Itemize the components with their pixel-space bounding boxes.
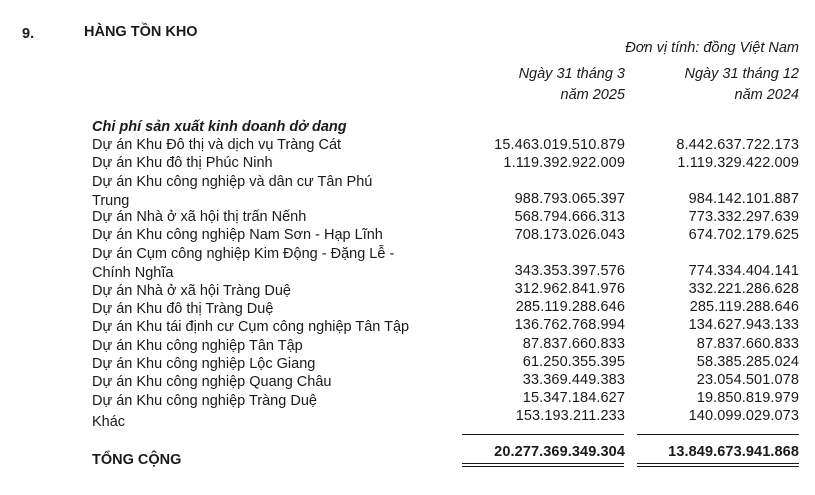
row-value-2025: 988.793.065.397 [514, 191, 625, 207]
row-label: Dự án Khu công nghiệp Lộc Giang [92, 356, 316, 372]
row-value-2024: 984.142.101.887 [688, 191, 799, 207]
row-value-2025: 15.347.184.627 [522, 390, 625, 406]
total-rule-2024-b [637, 466, 799, 467]
row-label: Dự án Khu Đô thị và dịch vụ Tràng Cát [92, 137, 342, 153]
row-label: Dự án Khu đô thị Tràng Duệ [92, 301, 274, 317]
subtotal-rule-2024 [637, 434, 799, 435]
row-label: Dự án Nhà ở xã hội Tràng Duệ [92, 283, 291, 299]
subtotal-rule-2025 [462, 434, 624, 435]
col2-header-line2: năm 2024 [734, 87, 799, 103]
row-value-2025: 33.369.449.383 [522, 372, 625, 388]
row-value-2025: 15.463.019.510.879 [494, 137, 625, 153]
row-label: Khác [92, 414, 126, 430]
row-value-2025: 312.962.841.976 [514, 281, 625, 297]
row-value-2024: 134.627.943.133 [688, 317, 799, 333]
total-value-2025: 20.277.369.349.304 [494, 444, 625, 460]
total-rule-2024-a [637, 463, 799, 464]
section-title: HÀNG TỒN KHO [84, 24, 198, 40]
row-value-2024: 140.099.029.073 [688, 408, 799, 424]
row-value-2024: 1.119.329.422.009 [677, 155, 799, 171]
col1-header-line1: Ngày 31 tháng 3 [518, 66, 625, 82]
row-value-2025: 136.762.768.994 [514, 317, 625, 333]
row-value-2024: 8.442.637.722.173 [676, 137, 799, 153]
row-value-2024: 774.334.404.141 [688, 263, 799, 279]
row-value-2024: 332.221.286.628 [688, 281, 799, 297]
category-heading: Chi phí sản xuất kinh doanh dở dang [92, 119, 347, 135]
row-value-2025: 568.794.666.313 [514, 209, 625, 225]
total-value-2024: 13.849.673.941.868 [668, 444, 799, 460]
row-value-2024: 773.332.297.639 [688, 209, 799, 225]
row-label: Dự án Khu công nghiệp Nam Sơn - Hạp Lĩnh [92, 227, 383, 243]
row-label: Dự án Nhà ở xã hội thị trấn Nếnh [92, 209, 307, 225]
row-value-2024: 19.850.819.979 [696, 390, 799, 406]
row-value-2025: 61.250.355.395 [522, 354, 625, 370]
row-value-2025: 285.119.288.646 [515, 299, 625, 315]
row-value-2024: 58.385.285.024 [696, 354, 799, 370]
col2-header-line1: Ngày 31 tháng 12 [684, 66, 799, 82]
section-number: 9. [22, 26, 35, 42]
row-value-2025: 87.837.660.833 [522, 336, 625, 352]
total-rule-2025-b [462, 466, 624, 467]
unit-label: Đơn vị tính: đồng Việt Nam [625, 40, 799, 56]
row-label: Dự án Khu đô thị Phúc Ninh [92, 155, 273, 171]
total-rule-2025-a [462, 463, 624, 464]
row-value-2024: 674.702.179.625 [688, 227, 799, 243]
row-label: Dự án Cụm công nghiệp Kim Động - Đặng Lễ - [92, 246, 395, 262]
row-label: Dự án Khu công nghiệp Tràng Duệ [92, 393, 317, 409]
total-label: TỔNG CỘNG [92, 452, 182, 468]
row-value-2025: 1.119.392.922.009 [503, 155, 625, 171]
row-label-continued: Chính Nghĩa [92, 265, 174, 281]
col1-header-line2: năm 2025 [560, 87, 625, 103]
row-label: Dự án Khu công nghiệp và dân cư Tân Phú [92, 174, 373, 190]
row-value-2024: 23.054.501.078 [696, 372, 799, 388]
row-value-2025: 708.173.026.043 [514, 227, 625, 243]
row-value-2025: 343.353.397.576 [514, 263, 625, 279]
row-label: Dự án Khu tái định cư Cụm công nghiệp Tân Tập [92, 319, 410, 335]
row-label: Dự án Khu công nghiệp Tân Tập [92, 338, 303, 354]
row-label: Dự án Khu công nghiệp Quang Châu [92, 374, 332, 390]
row-value-2025: 153.193.211.233 [515, 408, 625, 424]
row-value-2024: 87.837.660.833 [696, 336, 799, 352]
row-value-2024: 285.119.288.646 [689, 299, 799, 315]
row-label-continued: Trung [92, 193, 130, 209]
